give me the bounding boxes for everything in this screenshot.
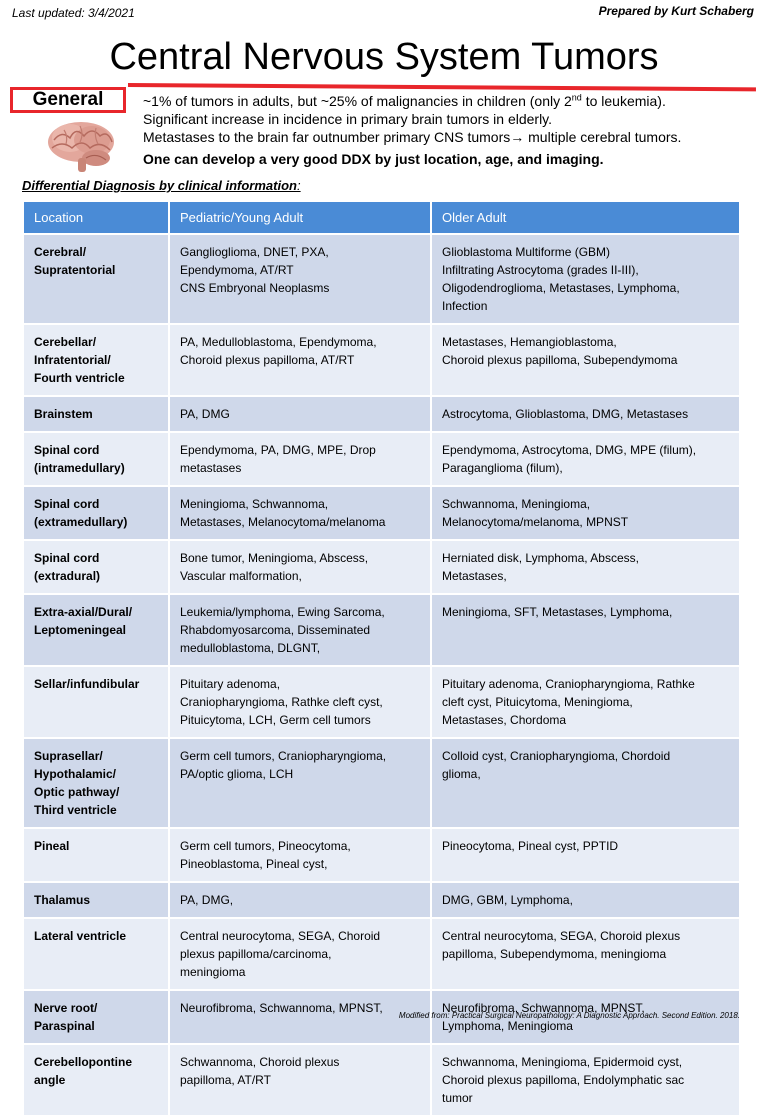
cell-line: Vascular malformation, xyxy=(180,569,302,583)
cell-line: Astrocytoma, Glioblastoma, DMG, Metastases xyxy=(442,407,689,421)
cell-location xyxy=(23,990,169,1044)
cell-line: CNS Embryonal Neoplasms xyxy=(180,281,330,295)
cell-location xyxy=(23,594,169,666)
ordinal-suffix: nd xyxy=(571,92,582,103)
general-line-1-text: ~1% of tumors in adults, but ~25% of malignancies in children (only 2 xyxy=(143,93,572,109)
cell-pediatric xyxy=(169,540,431,594)
cell-location xyxy=(23,432,169,486)
table-row xyxy=(23,396,740,432)
general-line-3: Metastases to the brain far outnumber primary CNS tumors→ multiple cerebral tumors. xyxy=(143,129,682,145)
cell-line: papilloma, AT/RT xyxy=(180,1073,271,1087)
cell-line: Leukemia/lymphoma, Ewing Sarcoma, xyxy=(180,605,385,619)
cell-line: Infiltrating Astrocytoma (grades II-III), xyxy=(442,263,639,277)
cell-line: Spinal cord xyxy=(34,551,100,565)
header-pediatric: Pediatric/Young Adult xyxy=(169,201,431,234)
cell-line: Infection xyxy=(442,299,488,313)
cell-line: metastases xyxy=(180,461,242,475)
cell-line: Lateral ventricle xyxy=(34,929,127,943)
cell-line: Metastases, xyxy=(442,569,507,583)
cell-pediatric xyxy=(169,990,431,1044)
section-heading-text: Differential Diagnosis by clinical information xyxy=(22,178,297,193)
cell-line: cleft cyst, Pituicytoma, Meningioma, xyxy=(442,695,633,709)
cell-line: PA, DMG xyxy=(180,407,230,421)
cell-line: Ependymoma, AT/RT xyxy=(180,263,294,277)
table-row xyxy=(23,918,740,990)
cell-line: Supratentorial xyxy=(34,263,116,277)
cell-line: Spinal cord xyxy=(34,497,100,511)
cell-older xyxy=(431,486,740,540)
cell-location xyxy=(23,828,169,882)
cell-line: Germ cell tumors, Pineocytoma, xyxy=(180,839,351,853)
cell-line: Schwannoma, Meningioma, xyxy=(442,497,591,511)
cell-location xyxy=(23,486,169,540)
cell-line: Choroid plexus papilloma, Subependymoma xyxy=(442,353,678,367)
cell-older xyxy=(431,882,740,918)
cell-location xyxy=(23,234,169,324)
cell-line: angle xyxy=(34,1073,66,1087)
cell-older xyxy=(431,594,740,666)
cell-pediatric xyxy=(169,486,431,540)
cell-line: (extradural) xyxy=(34,569,101,583)
cell-location xyxy=(23,738,169,828)
cell-line: Cerebral/ xyxy=(34,245,87,259)
section-heading-colon: : xyxy=(296,178,301,193)
table-row xyxy=(23,738,740,828)
cell-line: Lymphoma, Meningioma xyxy=(442,1019,573,1033)
cell-pediatric xyxy=(169,234,431,324)
cell-location xyxy=(23,396,169,432)
cell-line: Leptomeningeal xyxy=(34,623,127,637)
cell-line: Metastases, Chordoma xyxy=(442,713,567,727)
cell-line: Pineocytoma, Pineal cyst, PPTID xyxy=(442,839,619,853)
cell-pediatric xyxy=(169,432,431,486)
cell-line: Rhabdomyosarcoma, Disseminated xyxy=(180,623,371,637)
cell-pediatric xyxy=(169,918,431,990)
header-location: Location xyxy=(23,201,169,234)
table-header-row xyxy=(23,201,740,234)
cell-line: Metastases, Hemangioblastoma, xyxy=(442,335,617,349)
table-row xyxy=(23,594,740,666)
cell-location xyxy=(23,918,169,990)
cell-pediatric xyxy=(169,396,431,432)
cell-line: (extramedullary) xyxy=(34,515,128,529)
cell-older xyxy=(431,666,740,738)
table-row xyxy=(23,486,740,540)
header-older: Older Adult xyxy=(431,201,740,234)
cell-pediatric xyxy=(169,666,431,738)
cell-line: medulloblastoma, DLGNT, xyxy=(180,641,321,655)
cell-older xyxy=(431,738,740,828)
cell-line: tumor xyxy=(442,1091,473,1105)
cell-line: Paraganglioma (filum), xyxy=(442,461,563,475)
cell-location xyxy=(23,324,169,396)
cell-line: (intramedullary) xyxy=(34,461,125,475)
cell-line: Herniated disk, Lymphoma, Abscess, xyxy=(442,551,639,565)
cell-line: Suprasellar/ xyxy=(34,749,103,763)
cell-line: Infratentorial/ xyxy=(34,353,111,367)
cell-line: Nerve root/ xyxy=(34,1001,98,1015)
cell-older xyxy=(431,396,740,432)
cell-line: Pituitary adenoma, xyxy=(180,677,281,691)
cell-line: Fourth ventricle xyxy=(34,371,125,385)
cell-pediatric xyxy=(169,828,431,882)
cell-location xyxy=(23,1044,169,1116)
cell-line: Spinal cord xyxy=(34,443,100,457)
cell-line: Schwannoma, Meningioma, Epidermoid cyst, xyxy=(442,1055,683,1069)
cell-location xyxy=(23,666,169,738)
cell-line: papilloma, Subependymoma, meningioma xyxy=(442,947,667,961)
cell-line: Germ cell tumors, Craniopharyngioma, xyxy=(180,749,387,763)
cell-line: glioma, xyxy=(442,767,481,781)
cell-line: PA, DMG, xyxy=(180,893,234,907)
table-row xyxy=(23,234,740,324)
cell-line: Cerebellar/ xyxy=(34,335,97,349)
cell-pediatric xyxy=(169,882,431,918)
cell-older xyxy=(431,324,740,396)
cell-line: Hypothalamic/ xyxy=(34,767,117,781)
cell-line: Craniopharyngioma, Rathke cleft cyst, xyxy=(180,695,383,709)
ddx-table xyxy=(22,200,741,1117)
general-line-2: Significant increase in incidence in primary brain tumors in elderly. xyxy=(143,111,553,127)
table-body xyxy=(23,234,740,1116)
cell-older xyxy=(431,918,740,990)
cell-pediatric xyxy=(169,594,431,666)
cell-older xyxy=(431,828,740,882)
last-updated: Last updated: 3/4/2021 xyxy=(12,6,135,20)
cell-line: Optic pathway/ xyxy=(34,785,120,799)
cell-line: Meningioma, Schwannoma, xyxy=(180,497,329,511)
cell-line: Third ventricle xyxy=(34,803,117,817)
cell-line: Pituitary adenoma, Craniopharyngioma, Rathke xyxy=(442,677,695,691)
cell-line: Neurofibroma, Schwannoma, MPNST, xyxy=(180,1001,383,1015)
cell-line: Glioblastoma Multiforme (GBM) xyxy=(442,245,611,259)
cell-pediatric xyxy=(169,324,431,396)
cell-line: meningioma xyxy=(180,965,246,979)
cell-line: Thalamus xyxy=(34,893,91,907)
cell-line: Ependymoma, Astrocytoma, DMG, MPE (filum), xyxy=(442,443,697,457)
cell-line: Melanocytoma/melanoma, MPNST xyxy=(442,515,629,529)
cell-line: Schwannoma, Choroid plexus xyxy=(180,1055,340,1069)
section-heading xyxy=(22,178,301,193)
table-row xyxy=(23,432,740,486)
cell-line: Choroid plexus papilloma, Endolymphatic sac xyxy=(442,1073,685,1087)
brain-icon xyxy=(44,118,118,174)
cell-line: Oligodendroglioma, Metastases, Lymphoma, xyxy=(442,281,680,295)
cell-line: Central neurocytoma, SEGA, Choroid xyxy=(180,929,381,943)
prepared-by: Prepared by Kurt Schaberg xyxy=(598,4,754,18)
cell-line: PA, Medulloblastoma, Ependymoma, xyxy=(180,335,377,349)
cell-line: plexus papilloma/carcinoma, xyxy=(180,947,332,961)
cell-line: DMG, GBM, Lymphoma, xyxy=(442,893,573,907)
table-row xyxy=(23,882,740,918)
cell-line: Pineal xyxy=(34,839,70,853)
cell-line: Cerebellopontine xyxy=(34,1055,133,1069)
cell-line: Choroid plexus papilloma, AT/RT xyxy=(180,353,355,367)
cell-line: Neurofibroma, Schwannoma, MPNST, xyxy=(442,1001,645,1015)
cell-line: Ganglioglioma, DNET, PXA, xyxy=(180,245,329,259)
general-line-1 xyxy=(143,92,763,110)
cell-pediatric xyxy=(169,738,431,828)
cell-line: Meningioma, SFT, Metastases, Lymphoma, xyxy=(442,605,673,619)
source-citation: Modified from: Practical Surgical Neuropathology: A Diagnostic Approach. Second Edition. 2018. xyxy=(398,1011,740,1020)
cell-older xyxy=(431,540,740,594)
cell-line: PA/optic glioma, LCH xyxy=(180,767,294,781)
general-line-4: One can develop a very good DDX by just location, age, and imaging. xyxy=(143,151,604,167)
cell-location xyxy=(23,540,169,594)
page-title: Central Nervous System Tumors xyxy=(109,36,659,78)
table-row xyxy=(23,540,740,594)
cell-line: Metastases, Melanocytoma/melanoma xyxy=(180,515,386,529)
cell-line: Pituicytoma, LCH, Germ cell tumors xyxy=(180,713,371,727)
table-row xyxy=(23,1044,740,1116)
general-line-1-end: to leukemia). xyxy=(581,93,666,109)
table-row xyxy=(23,828,740,882)
cell-line: Paraspinal xyxy=(34,1019,95,1033)
table-row xyxy=(23,666,740,738)
cell-line: Pineoblastoma, Pineal cyst, xyxy=(180,857,328,871)
cell-line: Sellar/infundibular xyxy=(34,677,140,691)
cell-pediatric xyxy=(169,1044,431,1116)
cell-line: Bone tumor, Meningioma, Abscess, xyxy=(180,551,369,565)
cell-line: Central neurocytoma, SEGA, Choroid plexus xyxy=(442,929,681,943)
cell-line: Brainstem xyxy=(34,407,93,421)
general-summary xyxy=(143,92,763,168)
cell-line: Ependymoma, PA, DMG, MPE, Drop xyxy=(180,443,376,457)
cell-older xyxy=(431,1044,740,1116)
title-underline xyxy=(128,83,756,91)
table-row xyxy=(23,324,740,396)
cell-older xyxy=(431,432,740,486)
general-label: General xyxy=(10,87,126,113)
cell-line: Extra-axial/Dural/ xyxy=(34,605,133,619)
cell-older xyxy=(431,234,740,324)
cell-line: Colloid cyst, Craniopharyngioma, Chordoid xyxy=(442,749,671,763)
cell-location xyxy=(23,882,169,918)
